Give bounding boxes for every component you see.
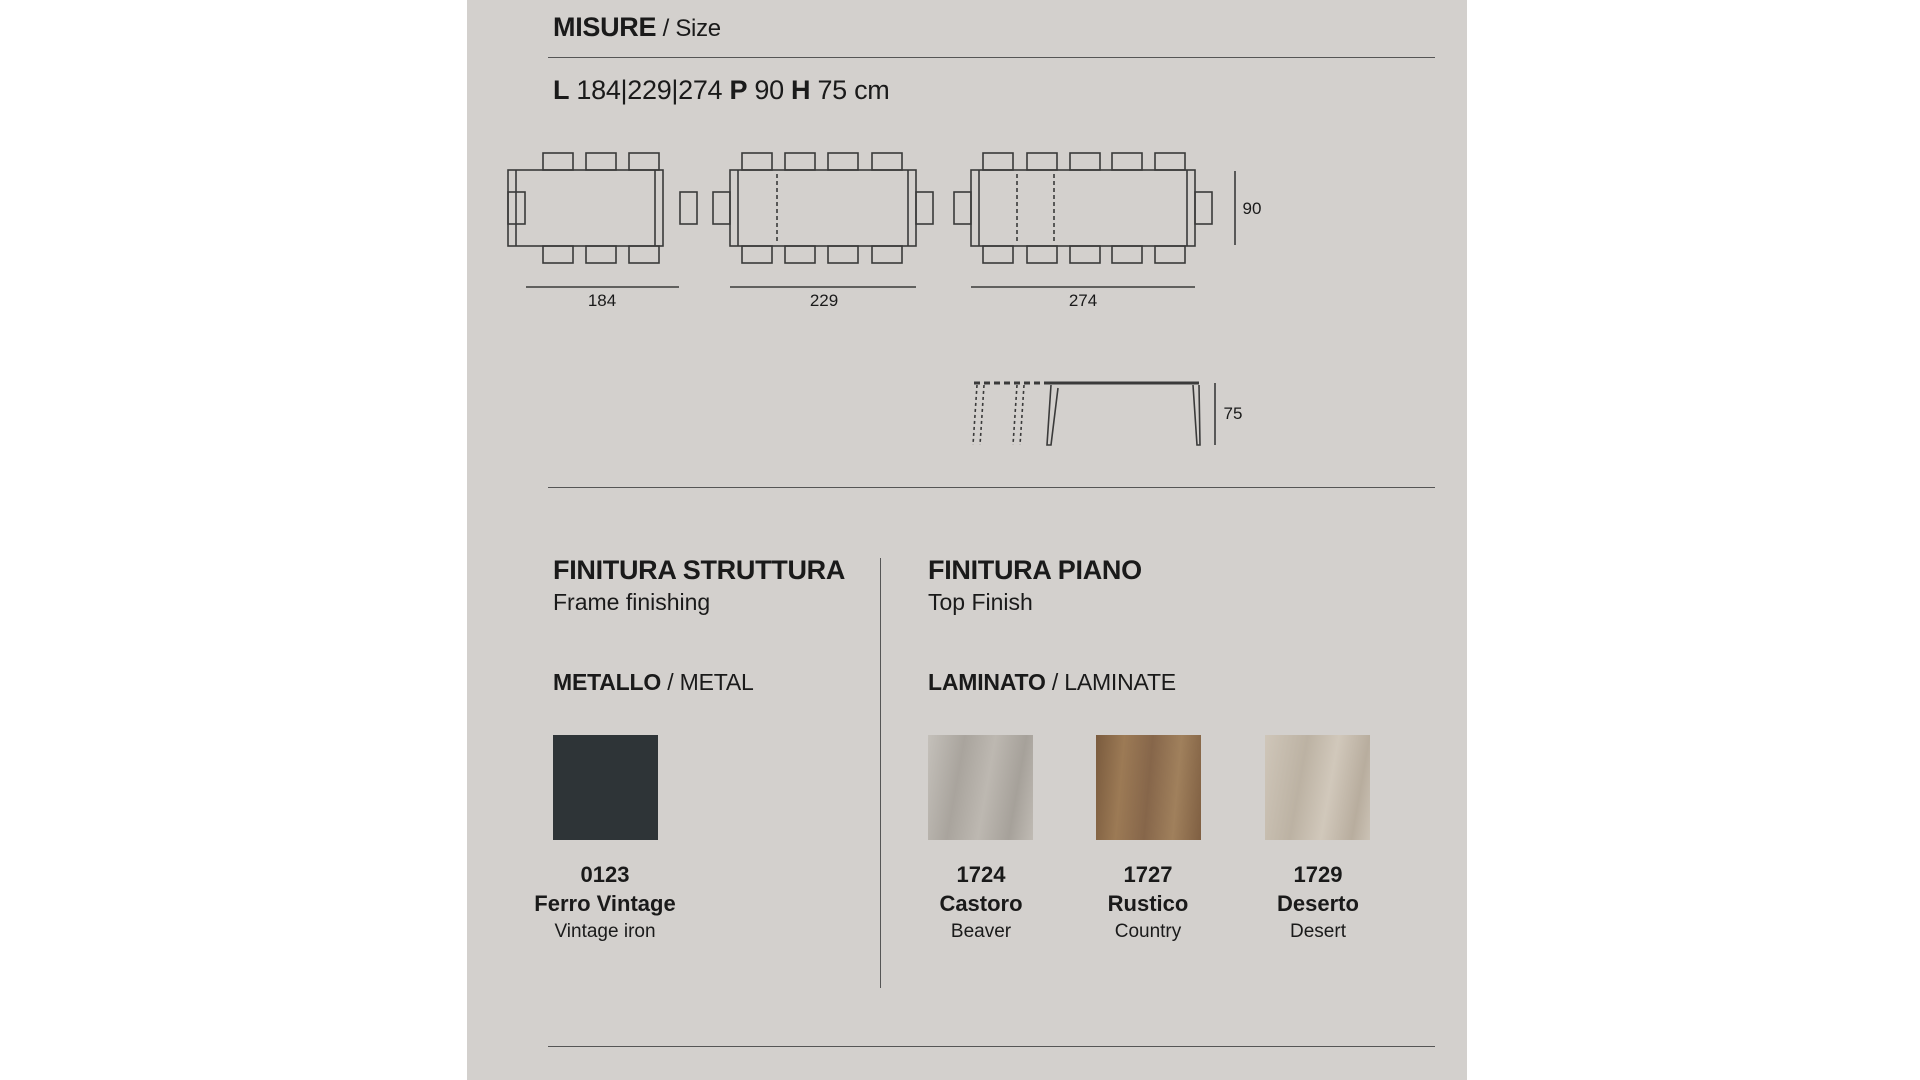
category-metal-bold: METALLO bbox=[553, 669, 662, 695]
swatch-name-en: Desert bbox=[1290, 921, 1346, 942]
top-finish-category bbox=[928, 669, 1176, 696]
table-top-view-229 bbox=[713, 153, 933, 287]
depth-key: P bbox=[729, 75, 748, 105]
frame-finish-category bbox=[553, 669, 754, 696]
swatch-ferro-vintage[interactable] bbox=[553, 735, 658, 840]
swatch-deserto[interactable] bbox=[1265, 735, 1370, 840]
table-side-view bbox=[973, 383, 1215, 445]
width-label-274: 274 bbox=[1068, 291, 1098, 310]
swatch-code: 1729 bbox=[1293, 862, 1343, 887]
swatch-name-en: Vintage iron bbox=[554, 921, 656, 942]
top-finish-title: FINITURA PIANO bbox=[928, 555, 1142, 585]
frame-finish-title: FINITURA STRUTTURA bbox=[553, 555, 846, 585]
dimensions-line bbox=[553, 75, 889, 106]
swatch-name: Rustico bbox=[1107, 891, 1189, 916]
height-key: H bbox=[791, 75, 811, 105]
swatch-name: Ferro Vintage bbox=[534, 891, 676, 916]
swatch-castoro[interactable] bbox=[928, 735, 1033, 840]
category-sep: / bbox=[1045, 669, 1065, 695]
column-divider bbox=[880, 558, 881, 988]
category-laminate-en: LAMINATE bbox=[1064, 669, 1176, 695]
divider-bottom bbox=[548, 1046, 1435, 1047]
swatch-code: 0123 bbox=[580, 862, 630, 887]
spec-sheet-panel bbox=[467, 0, 1467, 1080]
swatch-label-deserto bbox=[1228, 861, 1408, 945]
height-value: 75 cm bbox=[810, 75, 890, 105]
category-metal-en: METAL bbox=[679, 669, 754, 695]
swatch-rustico[interactable] bbox=[1096, 735, 1201, 840]
swatch-label-ferro-vintage bbox=[515, 861, 695, 945]
height-label: 75 bbox=[1223, 404, 1243, 423]
swatch-code: 1727 bbox=[1123, 862, 1173, 887]
swatch-label-rustico bbox=[1058, 861, 1238, 945]
size-heading-bold: MISURE bbox=[553, 12, 657, 42]
size-heading bbox=[553, 12, 721, 43]
swatch-code: 1724 bbox=[956, 862, 1006, 887]
length-key: L bbox=[553, 75, 570, 105]
size-heading-thin: Size bbox=[675, 15, 721, 42]
category-sep: / bbox=[661, 669, 680, 695]
depth-label: 90 bbox=[1242, 199, 1262, 218]
table-diagram bbox=[467, 140, 1467, 460]
category-laminate-bold: LAMINATO bbox=[928, 669, 1046, 695]
table-top-view-184 bbox=[508, 153, 697, 287]
swatch-name-en: Beaver bbox=[950, 921, 1012, 942]
table-top-view-274 bbox=[954, 153, 1235, 287]
divider-middle bbox=[548, 487, 1435, 488]
swatch-label-castoro bbox=[891, 861, 1071, 945]
width-label-184: 184 bbox=[587, 291, 617, 310]
depth-value: 90 bbox=[747, 75, 792, 105]
swatch-name: Castoro bbox=[939, 891, 1023, 916]
divider-top bbox=[548, 57, 1435, 58]
width-label-229: 229 bbox=[809, 291, 839, 310]
top-finish-subtitle: Top Finish bbox=[928, 589, 1033, 615]
frame-finish-subtitle: Frame finishing bbox=[553, 589, 711, 615]
swatch-name-en: Country bbox=[1114, 921, 1182, 942]
swatch-name: Deserto bbox=[1277, 891, 1359, 916]
length-value: 184|229|274 bbox=[569, 75, 730, 105]
size-heading-sep: / bbox=[656, 15, 676, 42]
